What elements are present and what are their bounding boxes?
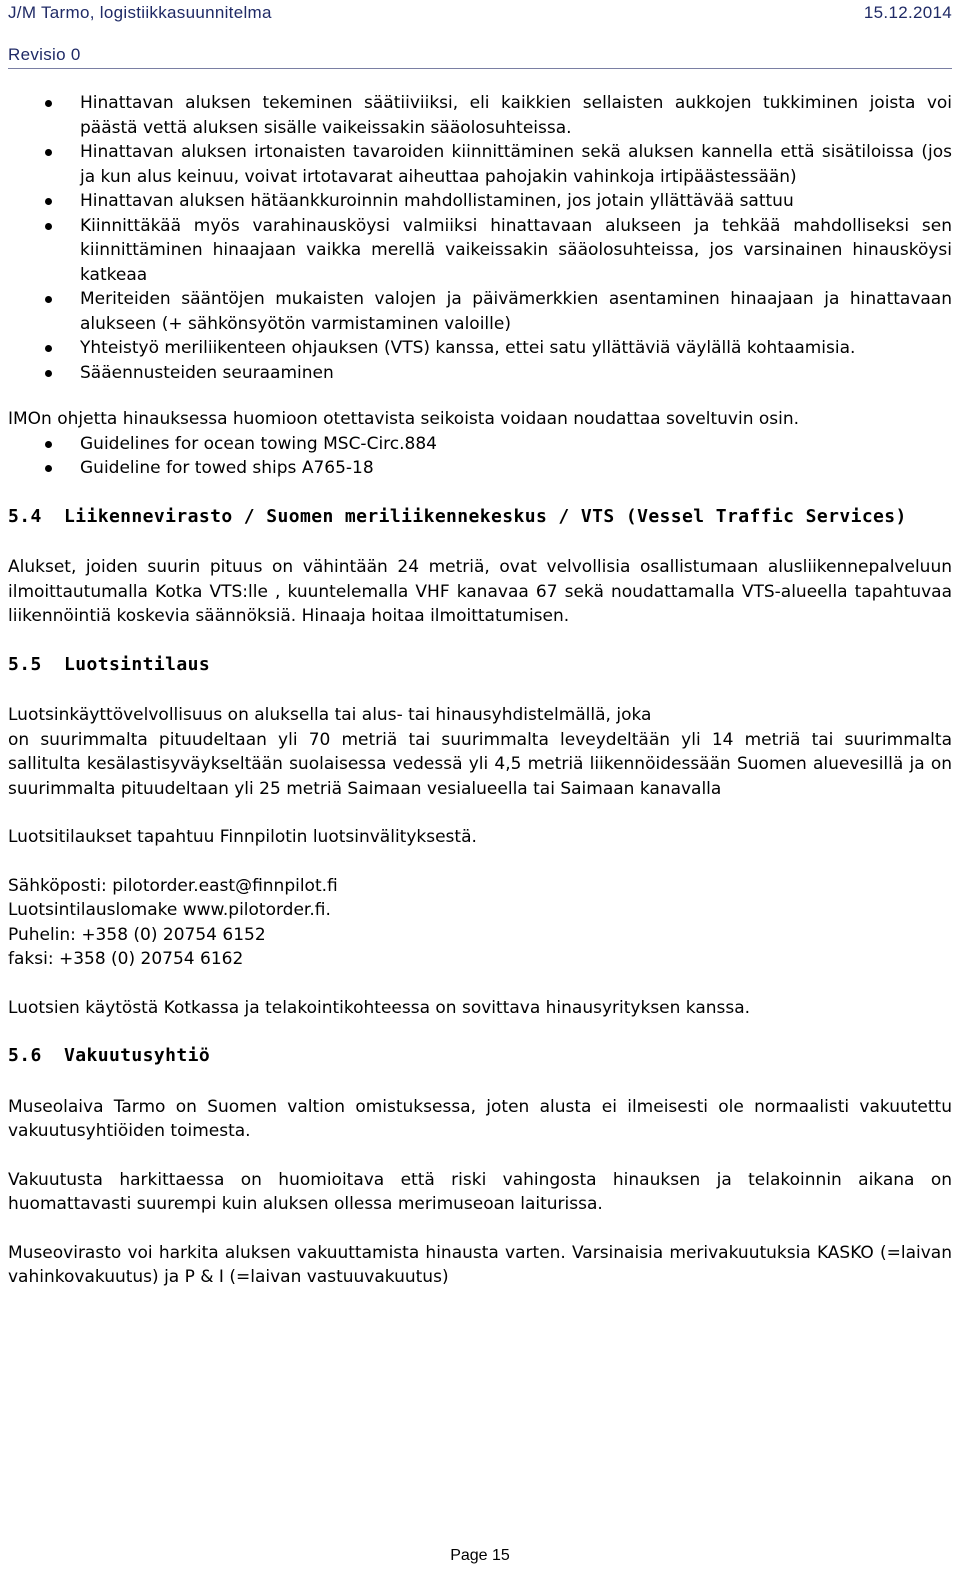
pilot-order-paragraph: Luotsitilaukset tapahtuu Finnpilotin luotsinvälityksestä. — [8, 827, 477, 847]
contact-block — [8, 874, 952, 972]
bullet-icon — [45, 370, 52, 377]
section-title: Liikennevirasto / Suomen meriliikennekeskus / VTS (Vessel Traffic Services) — [64, 505, 907, 527]
header-date: 15.12.2014 — [863, 3, 952, 22]
section-heading-5-4 — [8, 505, 952, 530]
pilotage-paragraph-line1: Luotsinkäyttövelvollisuus on aluksella tai alus- tai hinausyhdistelmällä, joka — [8, 705, 652, 725]
bullet-icon — [45, 345, 52, 352]
header-revision: Revisio 0 — [8, 45, 81, 64]
pilot-agreement-paragraph: Luotsien käytöstä Kotkassa ja telakointikohteessa on sovittava hinausyrityksen kanssa. — [8, 997, 751, 1018]
contact-fax: faksi: +358 (0) 20754 6162 — [8, 949, 244, 969]
section-number: 5.4 — [8, 505, 42, 527]
bullet-icon — [45, 198, 52, 205]
document-body — [8, 91, 952, 1290]
list-item: Hinattavan aluksen hätäankkuroinnin mahdollistaminen, jos jotain yllättävää sattuu — [8, 189, 952, 214]
pilotage-paragraph: on suurimmalta pituudeltaan yli 70 metriä tai suurimmalta leveydeltään yli 14 metriä tai suurimmalta sallitulta kesälastisyväykseltään suolaisessa vedessä yli 4,5 metriä liikennöidessään Suomen aluevesillä ja on suurimmalta pituudeltaan yli 25 metriä Saimaan vesialueella tai Saimaan kanavalla — [8, 729, 952, 799]
insurance-paragraph-1: Museolaiva Tarmo on Suomen valtion omistuksessa, joten alusta ei ilmeisesti ole normaalisti vakuutettu vakuutusyhtiöiden toimesta. — [8, 1096, 952, 1141]
page-header — [8, 3, 952, 25]
list-item: Hinattavan aluksen tekeminen säätiiviiksi, eli kaikkien sellaisten aukkojen tukkiminen joista voi päästä vettä aluksen sisälle vaikeissakin sääolosuhteissa. — [8, 91, 952, 140]
page-number: Page 15 — [450, 1547, 510, 1564]
section-heading-5-5 — [8, 653, 952, 678]
insurance-paragraph-3: Museovirasto voi harkita aluksen vakuuttamista hinausta varten. Varsinaisia merivakuutuksia KASKO (=laivan vahinkovakuutus) ja P & I (=laivan vastuuvakuutus) — [8, 1242, 952, 1287]
header-title: J/M Tarmo, logistiikkasuunnitelma — [8, 3, 272, 22]
list-item: Yhteistyö meriliikenteen ohjauksen (VTS) kanssa, ettei satu yllättäviä väylällä kohtaamisia. — [8, 336, 952, 361]
section-number: 5.5 — [8, 653, 42, 675]
list-item: Kiinnittäkää myös varahinausköysi valmiiksi hinattavaan alukseen ja tehkää mahdolliseksi sen kiinnittäminen hinaajaan vaikka merellä vaikeissakin sääolosuhteissa, jos varsinainen hinausköysi katkeaa — [8, 214, 952, 288]
bullet-icon — [45, 100, 52, 107]
list-item: Guideline for towed ships A765-18 — [8, 456, 952, 481]
contact-phone: Puhelin: +358 (0) 20754 6152 — [8, 924, 266, 945]
imo-paragraph: IMOn ohjetta hinauksessa huomioon otettavista seikoista voidaan noudattaa soveltuvin osin. — [8, 409, 800, 429]
list-item: Sääennusteiden seuraaminen — [8, 361, 952, 386]
contact-email: Sähköposti: pilotorder.east@finnpilot.fi — [8, 875, 338, 896]
header-divider — [8, 68, 952, 69]
bullet-icon — [45, 441, 52, 448]
contact-form-link: Luotsintilauslomake www.pilotorder.fi. — [8, 900, 331, 920]
towing-preparation-list — [8, 91, 952, 385]
insurance-paragraph-2: Vakuutusta harkittaessa on huomioitava että riski vahingosta hinauksen ja telakoinnin aikana on huomattavasti suurempi kuin aluksen ollessa merimuseoan laiturissa. — [8, 1169, 952, 1214]
bullet-icon — [45, 223, 52, 230]
list-item: Guidelines for ocean towing MSC-Circ.884 — [8, 432, 952, 457]
section-title: Luotsintilaus — [64, 653, 211, 675]
bullet-icon — [45, 149, 52, 156]
list-item: Meriteiden sääntöjen mukaisten valojen ja päivämerkkien asentaminen hinaajaan ja hinattavaan alukseen (+ sähkönsyötön varmistaminen valoille) — [8, 287, 952, 336]
bullet-icon — [45, 296, 52, 303]
vts-paragraph: Alukset, joiden suurin pituus on vähintään 24 metriä, ovat velvollisia osallistumaan alusliikennepalveluun ilmoittautumalla Kotka VTS:lle , kuuntelemalla VHF kanavaa 67 sekä noudattamalla VTS-alueella tapahtuvaa liikennöintiä koskevia säännöksiä. Hinaaja hoitaa ilmoittatumisen. — [8, 557, 952, 626]
section-number: 5.6 — [8, 1045, 42, 1066]
section-title: Vakuutusyhtiö — [64, 1045, 211, 1066]
bullet-icon — [45, 465, 52, 472]
guidelines-list — [8, 432, 952, 481]
list-item: Hinattavan aluksen irtonaisten tavaroiden kiinnittäminen sekä aluksen kannella että sisätiloissa (jos ja kun alus keinuu, voivat irtotavarat aiheuttaa pahojakin vahinkoja irtipäästessään) — [8, 140, 952, 189]
section-heading-5-6 — [8, 1044, 952, 1069]
